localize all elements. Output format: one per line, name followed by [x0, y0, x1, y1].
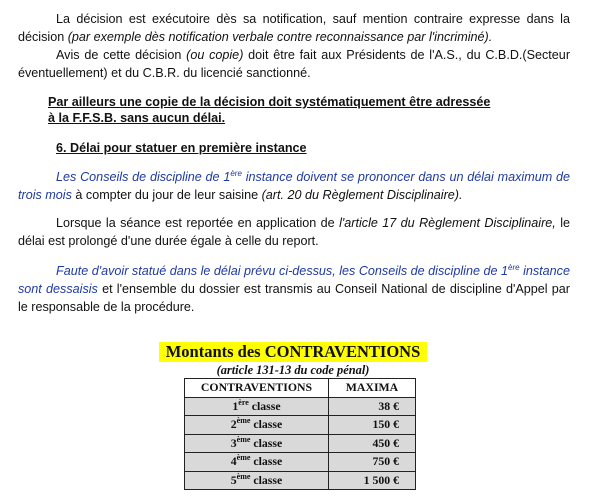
- text: et l'ensemble du dossier est transmis au Conseil National de discipline d'Appel par le responsable de la procédure.: [18, 282, 570, 314]
- header-contraventions: CONTRAVENTIONS: [185, 379, 329, 398]
- section-6-title: 6. Délai pour statuer en première instance: [56, 141, 307, 155]
- text: Faute d'avoir statué dans le délai prévu ci-dessus, les Conseils de discipline de 1: [56, 264, 508, 278]
- max-cell: 750 €: [329, 453, 416, 472]
- italic-note: (ou copie): [186, 48, 244, 62]
- max-cell: 150 €: [329, 416, 416, 435]
- table-row: [185, 434, 416, 453]
- superscript: ère: [230, 168, 242, 178]
- max-cell: 38 €: [329, 397, 416, 416]
- max-cell: 450 €: [329, 434, 416, 453]
- class-cell: 5ème classe: [185, 471, 329, 490]
- text: le délai est prolongé d'une durée égale à celle du report.: [18, 216, 571, 248]
- table-header-row: [185, 379, 416, 398]
- reference: (art. 20 du Règlement Disciplinaire).: [261, 188, 463, 202]
- text: Lorsque la séance est reportée en application de: [56, 216, 335, 230]
- italic-note: (par exemple dès notification verbale contre reconnaissance par l'incriminé).: [67, 30, 493, 44]
- text: instance doivent se prononcer dans un délai maximum de trois mois: [18, 170, 571, 202]
- max-cell: 1 500 €: [329, 471, 416, 490]
- class-cell: 1ère classe: [185, 397, 329, 416]
- paragraph-decision-executoire: [18, 10, 570, 46]
- contraventions-table: [184, 378, 416, 490]
- paragraph-report: [18, 214, 570, 250]
- reference: l'article 17 du Règlement Disciplinaire,: [339, 216, 556, 230]
- class-cell: 3ème classe: [185, 434, 329, 453]
- header-maxima: MAXIMA: [329, 379, 416, 398]
- text: Avis de cette décision: [56, 48, 182, 62]
- table-title: Montants des CONTRAVENTIONS: [159, 342, 427, 362]
- superscript: ère: [508, 262, 520, 272]
- paragraph-avis: [18, 46, 570, 82]
- class-cell: 2ème classe: [185, 416, 329, 435]
- table-row: [185, 471, 416, 490]
- paragraph-dessaisis: [18, 262, 570, 316]
- table-row: [185, 453, 416, 472]
- text: instance sont dessaisis: [18, 264, 570, 296]
- paragraph-delai: [18, 168, 570, 204]
- notice-copie-line1: Par ailleurs une copie de la décision doit systématiquement être adressée: [48, 95, 491, 109]
- text: à compter du jour de leur saisine: [75, 188, 259, 202]
- class-cell: 4ème classe: [185, 453, 329, 472]
- text: doit être fait aux Présidents de l'A.S., du C.B.D.(Secteur éventuellement) et du C.B.R. du licencié sanctionné.: [18, 48, 571, 80]
- table-row: [185, 416, 416, 435]
- text: Les Conseils de discipline de 1: [56, 170, 231, 184]
- text: La décision est exécutoire dès sa notification, sauf mention contraire expresse dans la décision: [18, 12, 570, 44]
- table-subtitle: (article 131-13 du code pénal): [216, 363, 370, 377]
- table-row: [185, 397, 416, 416]
- notice-copie-line2: à la F.F.S.B. sans aucun délai.: [48, 111, 226, 125]
